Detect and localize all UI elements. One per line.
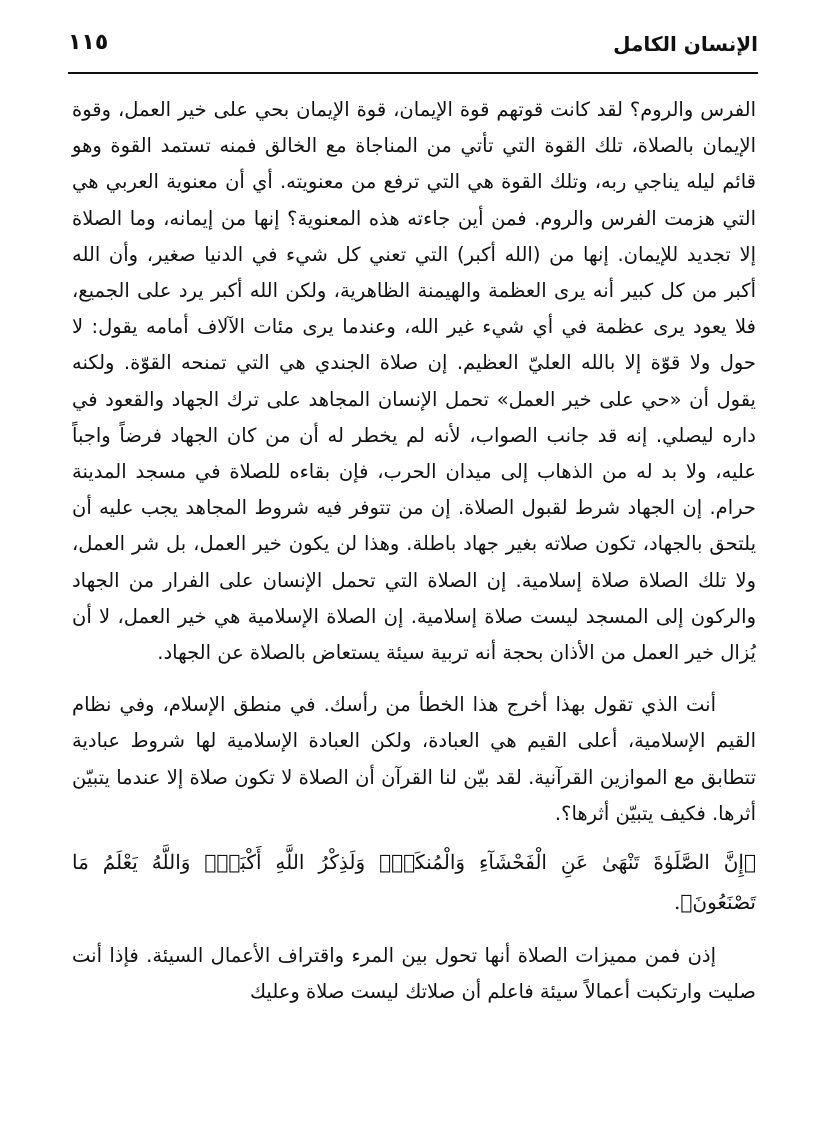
header-divider (68, 72, 758, 74)
paragraph-2: أنت الذي تقول بهذا أخرج هذا الخطأ من رأسك. في منطق الإسلام، وفي نظام القيم الإسلامية، أعلى القيم هي العبادة، ولكن العبادة الإسلامية لها شروط عبادية تتطابق مع الموازين القرآنية. لقد بيّن لنا القرآن أن الصلاة لا تكون صلاة إلا عندما يتبيّن أثرها. فكيف يتبيّن أثرها؟. (72, 693, 756, 825)
paragraph-gap (72, 922, 756, 938)
paragraph-gap (72, 671, 756, 687)
closing-paragraph: إذن فمن مميزات الصلاة أنها تحول بين المرء واقتراف الأعمال السيئة. فإذا أنت صليت وارتكبت أعمالاً سيئة فاعلم أن صلاتك ليست صلاة وعليك (72, 944, 756, 1004)
page-number: ١١٥ (68, 30, 109, 55)
book-title: الإنسان الكامل (613, 32, 758, 56)
quran-verse: ﴿إِنَّ الصَّلَوٰةَ تَنْهَىٰ عَنِ الْفَحْشَآءِ وَالْمُنكَرِۗ وَلَذِكْرُ اللَّهِ أَكْبَرُۗ وَاللَّهُ يَعْلَمُ مَا تَصْنَعُونَ﴾. (72, 850, 756, 915)
running-header (68, 28, 758, 68)
paragraph-1: الفرس والروم؟ لقد كانت قوتهم قوة الإيمان، قوة الإيمان بحي على خير العمل، وقوة الإيمان بالصلاة، تلك القوة التي تأتي من المناجاة مع الخالق فمنه تستمد القوة وهو قائم ليله يناجي ربه، وتلك القوة هي التي ترفع من معنويته. أي أن معنوية العربي هي التي هزمت الفرس والروم. فمن أين جاءته هذه المعنوية؟ إنها من إيمانه، وما الصلاة إلا تجديد للإيمان. إنها من (الله أكبر) التي تعني كل شيء في الدنيا صغير، وأن الله أكبر من كل كبير أنه يرى العظمة والهيمنة الظاهرية، ولكن الله أكبر يرد على الجميع، فلا يعود يرى عظمة في أي شيء غير الله، وعندما يرى مئات الآلاف أمامه يقول: لا حول ولا قوّة إلا بالله العليّ العظيم. إن صلاة الجندي هي التي تمنحه القوّة. ولكنه يقول أن «حي على خير العمل» تحمل الإنسان المجاهد على ترك الجهاد والقعود في داره ليصلي. إنه قد جانب الصواب، لأنه لم يخطر له أن من كان الجهاد فرضاً واجباً عليه، ولا بد له من الذهاب إلى ميدان الحرب، فإن بقاءه للصلاة في مسجد المدينة حرام. إن الجهاد شرط لقبول الصلاة. إن من تتوفر فيه شروط المجاهد يجب عليه أن يلتحق بالجهاد، تكون صلاته بغير جهاد باطلة. وهذا لن يكون خير العمل، بل شر العمل، ولا تلك الصلاة صلاة إسلامية. إن الصلاة التي تحمل الإنسان على الفرار من الجهاد والركون إلى المسجد ليست صلاة إسلامية. إن الصلاة الإسلامية هي خير العمل، لا أن يُزال خير العمل من الأذان بحجة أنه تربية سيئة يستعاض بالصلاة عن الجهاد. (72, 98, 756, 665)
main-text (72, 92, 756, 1010)
